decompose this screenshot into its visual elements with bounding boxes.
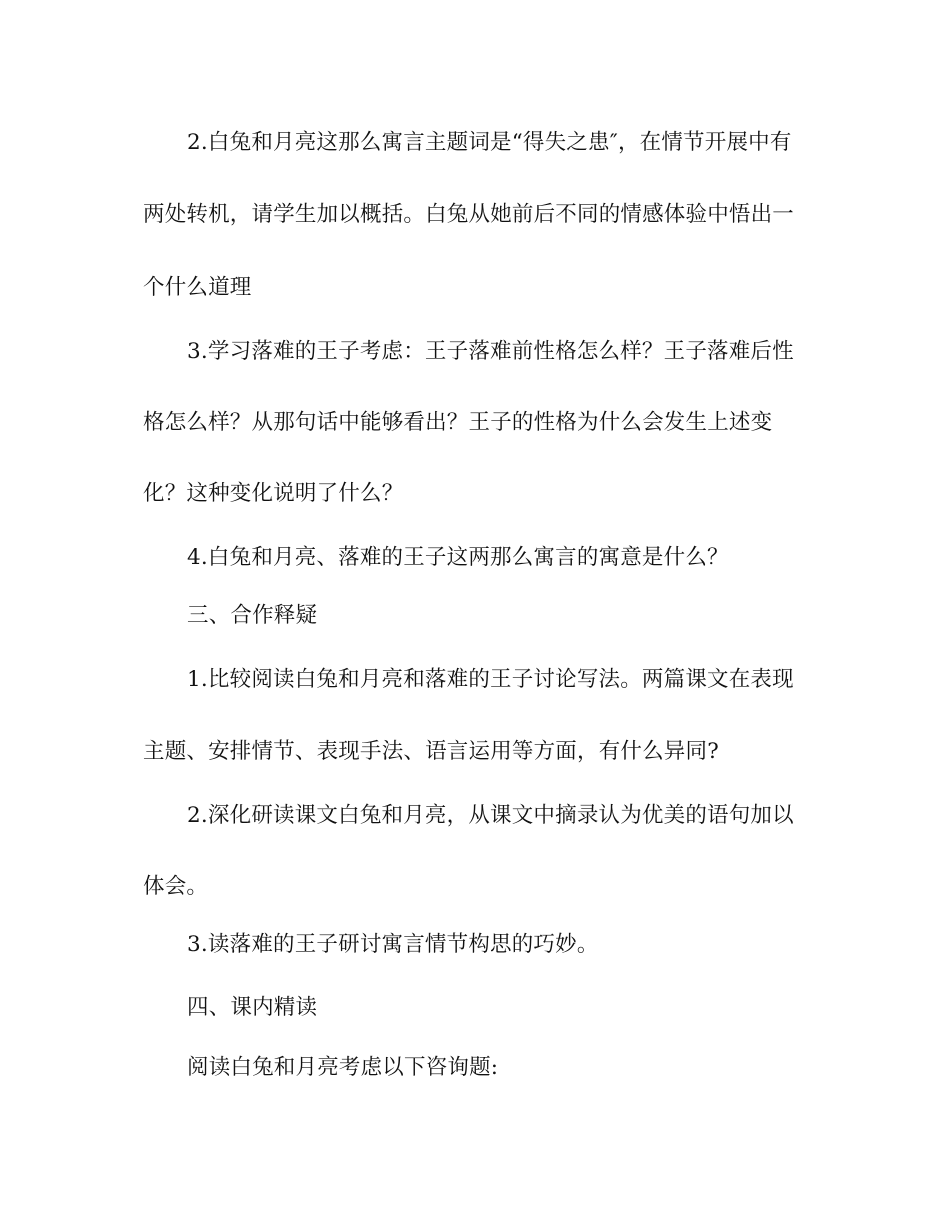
paragraph-line: 4.白兔和月亮、落难的王子这两那么寓言的寓意是什么？	[187, 545, 729, 570]
section-heading: 四、课内精读	[187, 995, 318, 1020]
paragraph-line: 2.白兔和月亮这那么寓言主题词是“得失之患″，在情节开展中有	[187, 130, 792, 155]
section-heading: 三、合作释疑	[187, 603, 318, 628]
paragraph-line: 格怎么样？从那句话中能够看出？王子的性格为什么会发生上述变	[143, 410, 773, 435]
paragraph-line: 两处转机，请学生加以概括。白兔从她前后不同的情感体验中悟出一	[143, 202, 795, 227]
paragraph-line: 化？这种变化说明了什么？	[143, 481, 404, 506]
paragraph-line: 3.学习落难的王子考虑：王子落难前性格怎么样？王子落难后性	[187, 339, 794, 364]
paragraph-line: 2.深化研读课文白兔和月亮，从课文中摘录认为优美的语句加以	[187, 803, 794, 828]
paragraph-line: 主题、安排情节、表现手法、语言运用等方面，有什么异同?	[143, 739, 719, 764]
paragraph-line: 体会。	[143, 874, 209, 899]
paragraph-line: 阅读白兔和月亮考虑以下咨询题:	[187, 1055, 499, 1080]
paragraph-line: 个什么道理	[143, 275, 252, 300]
paragraph-line: 3.读落难的王子研讨寓言情节构思的巧妙。	[187, 932, 599, 957]
paragraph-line: 1.比较阅读白兔和月亮和落难的王子讨论写法。两篇课文在表现	[187, 667, 794, 692]
